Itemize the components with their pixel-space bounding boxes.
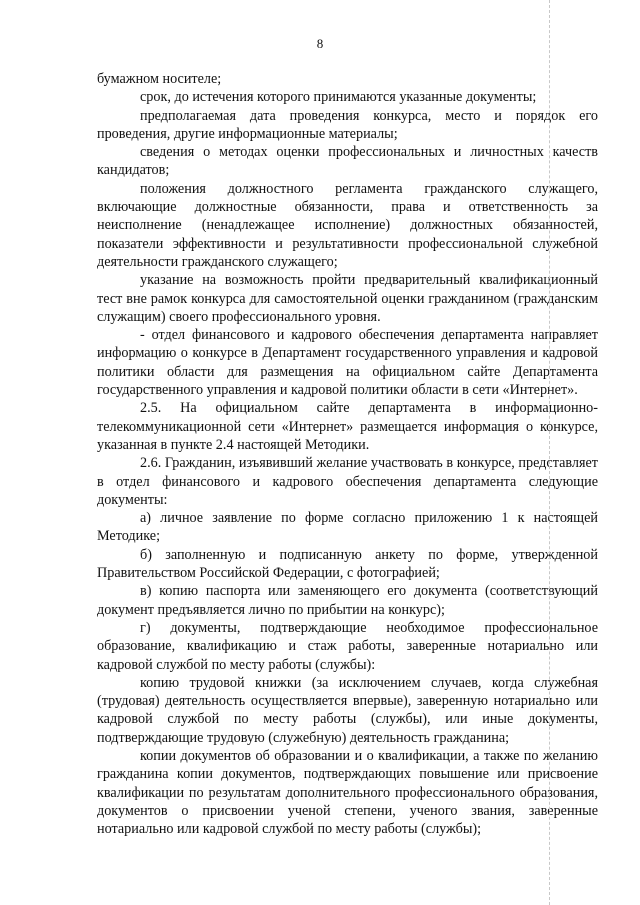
paragraph: положения должностного регламента гражданского служащего, включающие должностные обязанности, права и ответственность за неисполнение (ненадлежащее исполнение) должностных обязанностей, показатели эффективности и результативности профессиональной служебной деятельности гражданского служащего;: [97, 180, 598, 270]
paragraph: указание на возможность пройти предварительный квалификационный тест вне рамок конкурса для самостоятельной оценки гражданином (гражданским служащим) своего профессионального уровня.: [97, 272, 598, 325]
paragraph: копии документов об образовании и о квалификации, а также по желанию гражданина копии документов, подтверждающих повышение или присвоение квалификации по результатам дополнительного профессионального образования, документов о присвоении ученой степени, ученого звания, заверенные нотариально или кадровой службой по месту работы (службы);: [97, 747, 598, 838]
paragraph: 2.5. На официальном сайте департамента в информационно-телекоммуникационной сети «Интернет» размещается информация о конкурсе, указанная в пункте 2.4 настоящей Методики.: [97, 400, 598, 453]
paragraph: б) заполненную и подписанную анкету по форме, утвержденной Правительством Российской Федерации, с фотографией;: [97, 546, 598, 582]
paragraph: срок, до истечения которого принимаются указанные документы;: [140, 89, 537, 106]
paragraph: а) личное заявление по форме согласно приложению 1 к настоящей Методике;: [97, 510, 598, 545]
paragraph: предполагаемая дата проведения конкурса, место и порядок его проведения, другие информационные материалы;: [97, 107, 598, 142]
scan-artifact-line: [549, 0, 550, 905]
paragraph: бумажном носителе;: [97, 71, 222, 87]
document-body: [97, 70, 598, 838]
paragraph: сведения о методах оценки профессиональных и личностных качеств кандидатов;: [97, 144, 598, 179]
paragraph: - отдел финансового и кадрового обеспечения департамента направляет информацию о конкурсе в Департамент государственного управления и кадровой политики области для размещения на официальном сайте Департамента государственного управления и кадровой политики области в сети «Интернет».: [97, 327, 598, 399]
paragraph: г) документы, подтверждающие необходимое профессиональное образование, квалификацию и стаж работы, заверенные нотариально или кадровой службой по месту работы (службы):: [97, 619, 598, 673]
page-number: 8: [316, 36, 324, 51]
paragraph: 2.6. Гражданин, изъявивший желание участвовать в конкурсе, представляет в отдел финансового и кадрового обеспечения департамента следующие документы:: [97, 455, 598, 508]
paragraph: в) копию паспорта или заменяющего его документа (соответствующий документ предъявляется лично по прибытии на конкурс);: [97, 583, 598, 618]
paragraph: копию трудовой книжки (за исключением случаев, когда служебная (трудовая) деятельность осуществляется впервые), заверенную нотариально или кадровой службой по месту работы (службы), или иные документы, подтверждающие трудовую (служебную) деятельность гражданина;: [97, 674, 598, 746]
